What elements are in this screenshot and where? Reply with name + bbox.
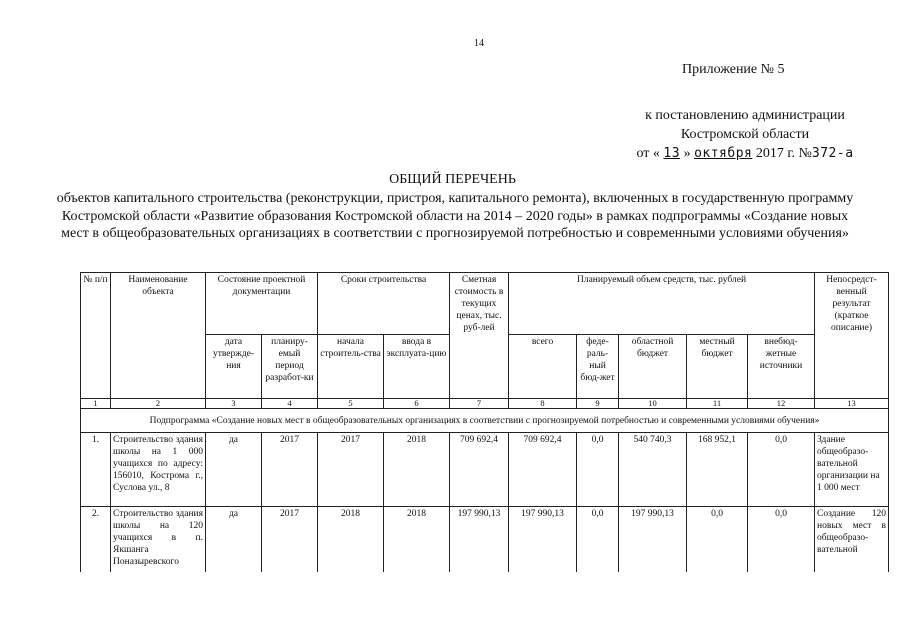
decree-date-mid: » [683,146,691,161]
row-federal: 0,0 [577,507,619,581]
decree-month: октября [694,146,753,161]
decree-number: 372-а [811,146,854,161]
row-commission: 2018 [384,433,450,507]
objects-table [80,272,889,581]
col-number: 6 [384,399,450,409]
header-result: Непосредст-венный результат (краткое описание) [815,273,889,399]
row-planned: 2017 [262,507,318,581]
row-name: Строительство здания школы на 120 учащихся в п. Якшанга Поназыревского [111,507,206,581]
col-number: 7 [450,399,509,409]
row-estimate: 197 990,13 [450,507,509,581]
table-row [81,433,889,507]
header-terms-commission: ввода в эксплуата-цию [384,335,450,399]
col-number: 10 [619,399,687,409]
row-commission: 2018 [384,507,450,581]
col-number: 5 [318,399,384,409]
annex-label: Приложение № 5 [682,62,785,77]
col-number: 12 [748,399,815,409]
row-result: Здание общеобразо-вательной организации на 1 000 мест [815,433,889,507]
section-title: Подпрограмма «Создание новых мест в общеобразовательных организациях в соответствии с прогнозируемой потребностью и современными условиями обучения» [81,409,889,433]
col-number: 11 [687,399,748,409]
header-federal: феде-раль-ный бюд-жет [577,335,619,399]
column-number-row [81,399,889,409]
row-total: 709 692,4 [509,433,577,507]
row-approved: да [206,433,262,507]
row-local: 168 952,1 [687,433,748,507]
document-title: ОБЩИЙ ПЕРЕЧЕНЬ [389,172,516,187]
header-total: всего [509,335,577,399]
document-subtitle: объектов капитального строительства (реконструкции, пристроя, капитального ремонта), включенных в государственную программу Костромской области «Развитие образования Костромской области на 2014 – 2020 годы» в рамках подпрограммы «Создание новых мест в общеобразовательных организациях в соответствии с прогнозируемой потребностью и современными условиями обучения» [56,191,854,241]
header-docs: Состояние проектной документации [206,273,318,335]
decree-year: 2017 г. № [755,146,812,161]
col-number: 3 [206,399,262,409]
row-start: 2018 [318,507,384,581]
col-number: 9 [577,399,619,409]
decree-day: 13 [663,146,681,161]
row-result: Создание 120 новых мест в общеобразо-вательной [815,507,889,581]
row-regional: 197 990,13 [619,507,687,581]
col-number: 4 [262,399,318,409]
row-federal: 0,0 [577,433,619,507]
header-regional: областной бюджет [619,335,687,399]
page-number: 14 [474,38,484,49]
header-docs-planned: планиру-емый период разработ-ки [262,335,318,399]
col-number: 13 [815,399,889,409]
decree-line-2: Костромской области [680,127,810,142]
row-num: 1. [81,433,111,507]
row-local: 0,0 [687,507,748,581]
row-name: Строительство здания школы на 1 000 учащихся по адресу: 156010, Кострома г., Суслова ул., 8 [111,433,206,507]
header-extra: внебюд-жетные источники [748,335,815,399]
decree-reference [600,106,890,163]
row-estimate: 709 692,4 [450,433,509,507]
header-num: № п/п [81,273,111,399]
row-start: 2017 [318,433,384,507]
header-terms-start: начала строитель-ства [318,335,384,399]
row-num: 2. [81,507,111,581]
header-local: местный бюджет [687,335,748,399]
row-approved: да [206,507,262,581]
header-docs-approved: дата утвержде-ния [206,335,262,399]
page-bottom-margin [0,572,905,640]
col-number: 1 [81,399,111,409]
row-extra: 0,0 [748,433,815,507]
decree-date-prefix: от « [636,146,660,161]
col-number: 2 [111,399,206,409]
row-planned: 2017 [262,433,318,507]
col-number: 8 [509,399,577,409]
header-name: Наименование объекта [111,273,206,399]
decree-line-1: к постановлению администрации [645,108,845,123]
decree-date-line [600,144,890,163]
header-estimate: Сметная стоимость в текущих ценах, тыс. руб-лей [450,273,509,399]
row-extra: 0,0 [748,507,815,581]
row-regional: 540 740,3 [619,433,687,507]
header-terms: Сроки строительства [318,273,450,335]
table-row [81,507,889,581]
header-funding: Планируемый объем средств, тыс. рублей [509,273,815,335]
row-total: 197 990,13 [509,507,577,581]
